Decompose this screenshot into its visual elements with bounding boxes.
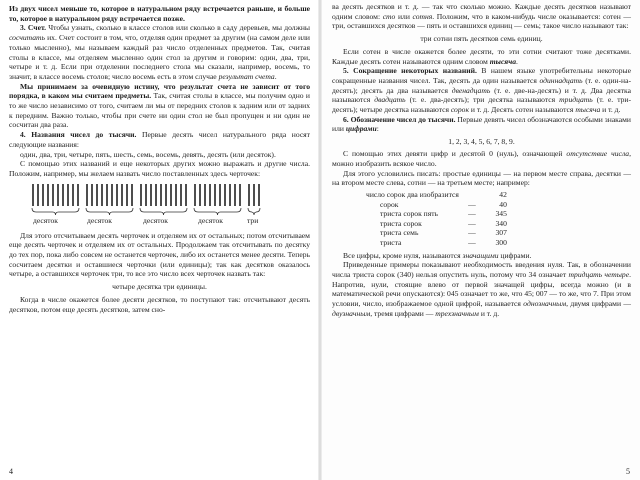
digit-list: 1, 2, 3, 4, 5, 6, 7, 8, 9. [448,137,515,147]
italic-term: тридцать четыре [568,269,630,279]
text-run: (т. е. один-на-десять); десять да два называется [332,75,631,95]
text-run: . Положим, что в каком-нибудь числе оказывается: сотен — три, оставшихся десятков — пять и оставшихся единиц — семь; такое число называют так: [332,11,632,31]
text-run: Приведенные примеры показывают необходимость введения нуля. Так, в обозначении числа триста сорок (340) нельзя опустить нуль, потому что 34 означает [332,260,631,279]
number-example-value: 340 [495,218,507,228]
text-run: В нашем языке употребительны некоторые сокращенные названия чисел. Так, десять да один называется [332,66,631,85]
principle-statement: Мы принимаем за очевидную истину, что результат счета не зависит от того порядка, в каком мы считаем предметы. [9,81,310,101]
text-run: цифрами. [498,250,532,260]
text-run: Первые девять чисел обозначаются особыми знаками или [332,114,631,134]
section-4-paragraph-3: Для этого отсчитываем десять черточек и отделяем их от остальных; потом отсчитываем еще десять черточек и отделяем их от остальных. Продолжаем так отсчитывать по десятку до тех пор, пока либо совсем не останется черточек, либо их останется менее десяти. Теперь сосчитаем десятки и оставшиеся черточки (или единицы); так как десятков оказалось четыре, а оставшихся черточек три, то все это число всех черточек назвать так: [9,230,310,279]
tally-label-4: десяток [198,215,223,225]
section-3-title: 3. Счет. [20,23,47,33]
section-4-paragraph [9,130,310,149]
number-example-dash: — [468,218,476,228]
number-example-row [364,219,509,229]
number-example-value: 345 [495,209,507,219]
place-value-paragraph: Для этого условились писать: простые единицы — на первом месте справа, десятки — на втором месте слева, сотни — на третьем месте; например: [332,168,631,188]
group-brace [86,208,133,215]
number-example-dash [461,190,483,200]
text-run: С помощью этих девяти цифр и десятой 0 (нуль), означающей [343,149,567,159]
italic-term: двадцать [374,95,406,105]
text-run: или [395,11,413,21]
number-example-label: триста [380,237,402,247]
italic-term: сотня [412,11,433,21]
italic-term: одиннадцать [539,75,583,85]
tally-label-2: десяток [87,215,112,225]
page-number-left: 4 [9,467,13,476]
text-run: их. Счет состоит в том, что, отделяя один предмет за другим (на самом деле или только мысленно), мы называем каждый раз число отделенных предметов. Так, считая столы в классе, мы отделяем мысленно один стол за другим и говорим: один, два, три, четыре и т. д. Если при отделении последнего стола мы сказали, например, восемь, то значит, в классе восемь столов; число восемь есть в этом случае [9,33,310,81]
number-example-row [364,238,509,248]
italic-term: сорок [450,105,469,115]
italic-term: двузначным [332,308,371,318]
number-example-value: 307 [495,228,507,238]
number-example-label: триста сорок пять [380,209,439,219]
section-5-title: 5. Сокращение некоторых названий. [343,66,477,76]
italic-term: двенадцать [451,85,491,95]
text-run: . [516,56,518,66]
italic-term: цифрами [345,124,377,134]
number-example-row [364,190,509,200]
italic-term: трехзначным [435,308,479,318]
section-6-title: 6. Обозначение чисел до тысячи. [343,114,456,124]
number-example-label: сорок [380,199,399,209]
text-run: Все цифры, кроме нуля, называются [343,250,463,260]
section-4-title: 4. Названия чисел до тысячи. [20,130,137,140]
number-example-dash: — [468,228,476,238]
italic-term: тысяча [575,105,601,115]
section-6-paragraph [332,115,631,134]
tally-label-5: три [247,215,259,225]
italic-term: сто [382,11,396,21]
number-example-value: 42 [499,189,507,199]
page-number-right: 5 [626,467,630,476]
italic-term: сосчитать [9,33,45,43]
zero-paragraph [332,149,631,168]
text-run: , двумя цифрами — [566,299,631,309]
section-5-paragraph [332,66,631,115]
text-run: Чтобы узнать, сколько в классе столов или сколько в саду деревьев, мы должны [46,23,310,33]
text-run: и т. д. Десять сотен называются [469,105,576,115]
text-run: . [274,71,277,81]
text-run: ва десять десятков и т. д. — так что сколько можно. Каждые десять десятков называют одним словом: [332,2,631,21]
text-run: Так, считая столы в классе, мы получим одно и то же число независимо от того, считаем ли мы от передних столов к задним или от задних к передним. Важно только, чтобы при счете ни один стол не был пропущен и ни один не сосчитан два раза. [9,91,310,130]
group-brace [194,208,241,215]
number-example-label: число сорок два изобразится [366,189,459,199]
group-brace [140,208,187,215]
example-three-hundred-fifty-seven: три сотни пять десятков семь единиц. [420,34,543,44]
italic-term: результат счета [218,71,275,81]
left-page [0,0,318,480]
italic-term: отсутствие числа [566,149,630,159]
significant-digits-paragraph [332,251,631,261]
intro-paragraph: Из двух чисел меньше то, которое в натуральном ряду встречается раньше, и больше то, которое в натуральном ряду встречается позже. [9,4,310,23]
number-examples-table [364,190,509,248]
zero-necessity-paragraph [332,260,631,318]
right-page [322,0,640,480]
number-example-label: триста семь [380,228,419,238]
number-example-dash: — [468,237,476,247]
text-run: (т. е. два-десять); три десятка называются [405,95,560,105]
text-run: Первые десять чисел натурального ряда носят следующие названия: [9,130,310,149]
number-names-list: один, два, три, четыре, пять, шесть, семь, восемь, девять, десять (или десяток). [20,149,276,159]
hundreds-paragraph [332,2,631,31]
number-example-dash: — [468,199,476,209]
tally-figure [9,182,310,228]
text-run: , тремя цифрами — [370,308,436,318]
text-run: и т. д. [478,308,500,318]
text-run: (т. е. две-на-десять) и т. д. Два десятка называются [332,85,631,105]
italic-term: однозначным [523,299,567,309]
text-run: . Напротив, нули, стоящие влево от первой значащей цифры, всегда можно (и в математической речи опускаются): 045 означает то же, что 45; 007 — то же, что 7. При этом условии, число, изображаемое одной цифрой, называется [332,269,631,309]
section-3-paragraph [9,23,310,81]
number-example-row [364,209,509,219]
number-example-dash: — [468,209,476,219]
number-example-value: 40 [499,199,507,209]
thousand-paragraph [332,47,631,66]
italic-term: значащими [462,250,499,260]
group-brace [32,208,79,215]
number-example-row [364,228,509,238]
example-forty-three: четыре десятка три единицы. [112,282,207,292]
text-run: (т. е. три-десять); четыре десятка называются [332,95,631,115]
group-brace [248,208,260,215]
tally-label-3: десяток [143,215,168,225]
tally-label-1: десяток [33,215,58,225]
section-4-paragraph-2: С помощью этих названий и еще некоторых других можно выражать и другие числа. Положим, например, мы желаем назвать число поставленных здесь черточек: [9,159,310,178]
italic-term: тысяча [489,56,517,66]
section-4-paragraph-4: Когда в числе окажется более десяти десятков, то поступают так: отсчитывают десять десятков, потом еще десять десятков, затем сно- [9,294,310,314]
text-run: : [376,124,379,134]
text-run: , можно изобразить всякое число. [332,149,631,168]
italic-term: тридцать [559,95,593,105]
text-run: Если сотен в числе окажется более десяти, то эти сотни считают тоже десятками. Каждые десять сотен называются одним словом [332,46,631,66]
number-example-row [364,200,509,210]
number-example-label: триста сорок [380,218,422,228]
text-run: и т. д. [600,105,621,115]
number-example-value: 300 [495,237,507,247]
principle-paragraph [9,82,310,131]
